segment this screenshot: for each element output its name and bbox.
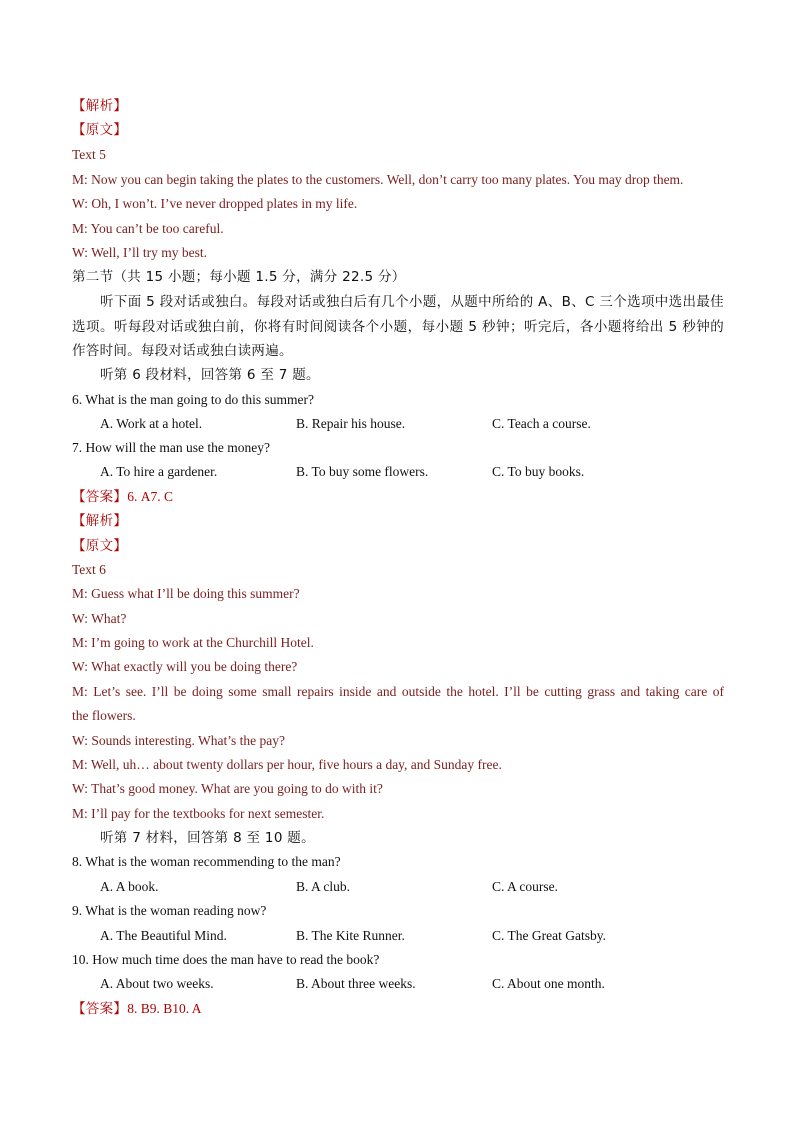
q10-stem: 10. How much time does the man have to read the book? bbox=[72, 952, 380, 967]
yuanwen-label: 【原文】 bbox=[72, 122, 128, 138]
jiexi-label: 【解析】 bbox=[72, 98, 128, 114]
answer-value-2: 8. B9. B10. A bbox=[127, 1001, 202, 1016]
q8-option-c: C. A course. bbox=[492, 879, 558, 894]
q10-option-a: A. About two weeks. bbox=[100, 976, 214, 991]
text6-line-6: the flowers. bbox=[72, 708, 136, 723]
answer-row-8-10 bbox=[72, 1000, 201, 1018]
text6-line-9: W: That’s good money. What are you going to do with it? bbox=[72, 781, 383, 796]
q9-option-a: A. The Beautiful Mind. bbox=[100, 928, 227, 943]
group7-intro: 听第 7 材料，回答第 8 至 10 题。 bbox=[100, 830, 315, 846]
text6-line-10: M: I’ll pay for the textbooks for next semester. bbox=[72, 806, 325, 821]
q7-option-b: B. To buy some flowers. bbox=[296, 464, 429, 479]
part2-heading: 第二节（共 15 小题；每小题 1.5 分，满分 22.5 分） bbox=[72, 269, 406, 285]
q9-option-c: C. The Great Gatsby. bbox=[492, 928, 606, 943]
q7-option-c: C. To buy books. bbox=[492, 464, 585, 479]
text5-line-1: M: Now you can begin taking the plates to the customers. Well, don’t carry too many plates. You may drop them. bbox=[72, 172, 684, 187]
text5-line-4: W: Well, I’ll try my best. bbox=[72, 245, 208, 260]
text5-line-3: M: You can’t be too careful. bbox=[72, 221, 224, 236]
answer-label: 【答案】 bbox=[72, 489, 128, 505]
text6-line-2: W: What? bbox=[72, 611, 127, 626]
part2-instruction: 听下面 5 段对话或独白。每段对话或独白后有几个小题，从题中所给的 A、B、C 三个选项中选出最佳选项。听每段对话或独白前，你将有时间阅读各个小题，每小题 5 秒钟；听完后，各小题将给出 5 秒钟的作答时间。每段对话或独白读两遍。 bbox=[72, 294, 724, 359]
q10-option-c: C. About one month. bbox=[492, 976, 605, 991]
q6-option-a: A. Work at a hotel. bbox=[100, 416, 203, 431]
q6-option-b: B. Repair his house. bbox=[296, 416, 406, 431]
q9-stem: 9. What is the woman reading now? bbox=[72, 903, 267, 918]
answer-value: 6. A7. C bbox=[127, 489, 173, 504]
text6-title: Text 6 bbox=[72, 562, 106, 577]
q7-stem: 7. How will the man use the money? bbox=[72, 440, 270, 455]
text6-line-4: W: What exactly will you be doing there? bbox=[72, 659, 298, 674]
q8-option-b: B. A club. bbox=[296, 879, 351, 894]
text5-title: Text 5 bbox=[72, 147, 106, 162]
text6-line-7: W: Sounds interesting. What’s the pay? bbox=[72, 733, 285, 748]
answer-row-6-7 bbox=[72, 488, 173, 506]
q9-option-b: B. The Kite Runner. bbox=[296, 928, 405, 943]
answer-label-2: 【答案】 bbox=[72, 1001, 128, 1017]
text6-line-1: M: Guess what I’ll be doing this summer? bbox=[72, 586, 300, 601]
jiexi-label-2: 【解析】 bbox=[72, 513, 128, 529]
text5-line-2: W: Oh, I won’t. I’ve never dropped plates in my life. bbox=[72, 196, 358, 211]
text6-line-5: M: Let’s see. I’ll be doing some small repairs inside and outside the hotel. I’ll be cutting grass and taking care of bbox=[72, 684, 724, 699]
q6-stem: 6. What is the man going to do this summer? bbox=[72, 392, 314, 407]
q10-option-b: B. About three weeks. bbox=[296, 976, 416, 991]
q7-option-a: A. To hire a gardener. bbox=[100, 464, 218, 479]
group6-intro: 听第 6 段材料，回答第 6 至 7 题。 bbox=[100, 367, 320, 383]
q8-stem: 8. What is the woman recommending to the man? bbox=[72, 854, 341, 869]
text6-line-8: M: Well, uh… about twenty dollars per hour, five hours a day, and Sunday free. bbox=[72, 757, 502, 772]
text6-line-3: M: I’m going to work at the Churchill Hotel. bbox=[72, 635, 314, 650]
q8-option-a: A. A book. bbox=[100, 879, 159, 894]
yuanwen-label-2: 【原文】 bbox=[72, 538, 128, 554]
q6-option-c: C. Teach a course. bbox=[492, 416, 591, 431]
